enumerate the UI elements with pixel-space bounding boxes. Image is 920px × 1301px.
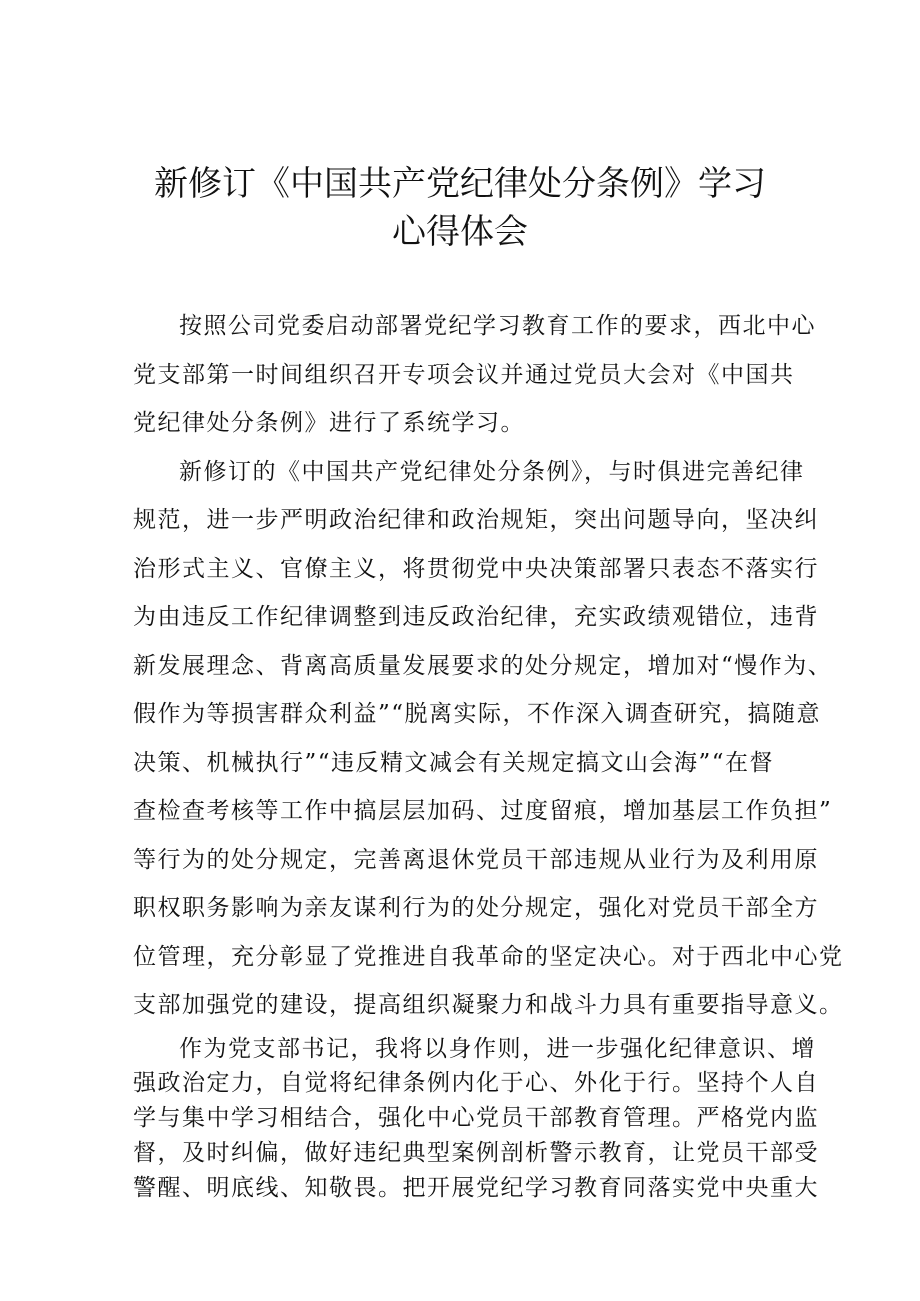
text-line: 支部加强党的建设，提高组织凝聚力和战斗力具有重要指导意义。 bbox=[133, 992, 844, 1018]
text-line: 决策、机械执行”“违反精文减会有关规定搞文山会海”“在督 bbox=[133, 749, 775, 776]
title-line: 心得体会 bbox=[392, 212, 528, 252]
text-line: 治形式主义、官僚主义，将贯彻党中央决策部署只表态不落实行 bbox=[133, 555, 819, 582]
text-line: 位管理，充分彰显了党推进自我革命的坚定决心。对于西北中心党 bbox=[133, 943, 844, 970]
text-line: 党纪律处分条例》进行了系统学习。 bbox=[133, 410, 525, 436]
text-line: 等行为的处分规定，完善离退休党员干部违规从业行为及利用原 bbox=[133, 846, 819, 873]
text-line: 为由违反工作纪律调整到违反政治纪律，充实政绩观错位，违背 bbox=[133, 604, 819, 630]
text-line: 查检查考核等工作中搞层层加码、过度留痕，增加基层工作负担” bbox=[133, 798, 833, 824]
text-line: 强政治定力，自觉将纪律条例内化于心、外化于行。坚持个人自 bbox=[133, 1070, 819, 1097]
text-line: 职权职务影响为亲友谋利行为的处分规定，强化对党员干部全方 bbox=[133, 895, 819, 921]
text-line: 新修订的《中国共产党纪律处分条例》，与时俱进完善纪律 bbox=[179, 458, 805, 485]
text-line: 作为党支部书记，我将以身作则，进一步强化纪律意识、增 bbox=[179, 1035, 816, 1062]
document-body bbox=[133, 302, 844, 1205]
document-title bbox=[120, 160, 800, 256]
paragraph-1 bbox=[133, 302, 816, 448]
text-line: 学与集中学习相结合，强化中心党员干部教育管理。严格党内监 bbox=[133, 1105, 819, 1132]
text-line: 警醒、明底线、知敬畏。把开展党纪学习教育同落实党中央重大 bbox=[133, 1174, 819, 1201]
text-line: 假作为等损害群众利益”“脱离实际，不作深入调查研究，搞随意 bbox=[133, 701, 822, 727]
text-line: 新发展理念、背离高质量发展要求的处分规定，增加对“慢作为、 bbox=[133, 652, 833, 679]
title-line: 新修订《中国共产党纪律处分条例》学习 bbox=[154, 164, 766, 204]
text-line: 督，及时纠偏，做好违纪典型案例剖析警示教育，让党员干部受 bbox=[133, 1139, 819, 1166]
text-line: 按照公司党委启动部署党纪学习教育工作的要求，西北中心 bbox=[179, 313, 816, 339]
text-line: 规范，进一步严明政治纪律和政治规矩，突出问题导向，坚决纠 bbox=[133, 507, 819, 533]
text-line: 党支部第一时间组织召开专项会议并通过党员大会对《中国共 bbox=[133, 361, 795, 388]
paragraph-3 bbox=[133, 1032, 819, 1206]
paragraph-2 bbox=[133, 448, 844, 1030]
